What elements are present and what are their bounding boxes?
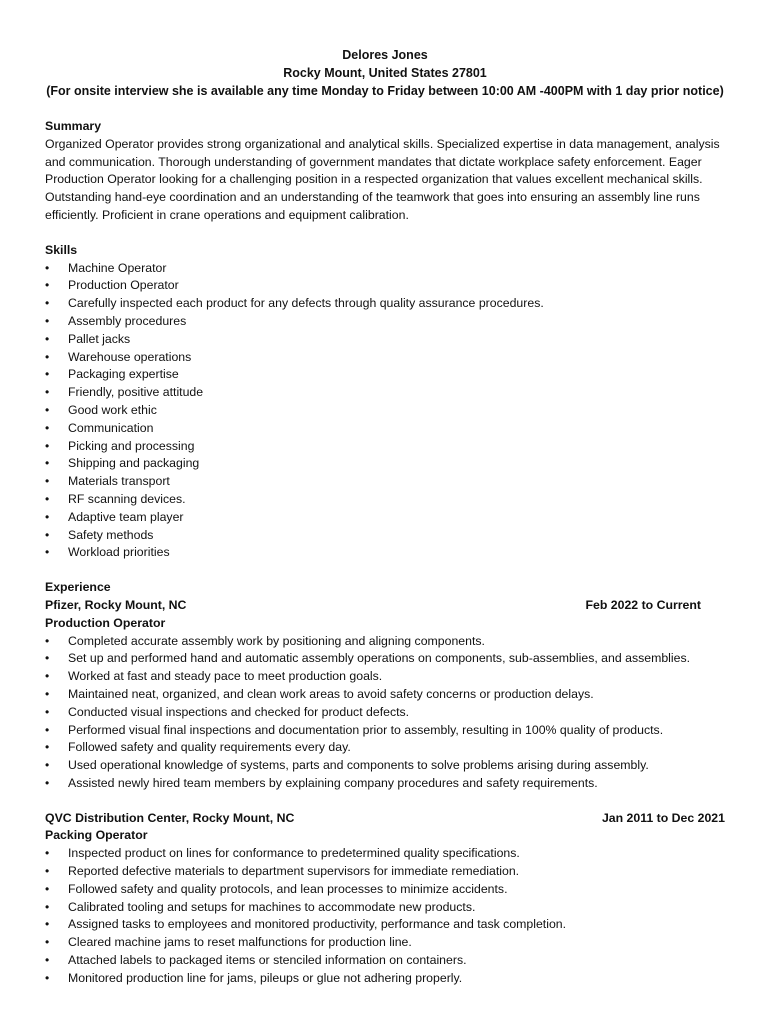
summary-text: Organized Operator provides strong organizational and analytical skills. Specialized expertise in data management, analysis and communication. Thorough understanding of government mandates that dictate workplace safety enforcement. Eager Production Operator looking for a challenging position in a respected organization that values excellent mechanical skills. Outstanding hand-eye coordination and an understanding of the teamwork that goes into ensuring an assembly line runs efficiently. Proficient in crane operations and equipment calibration. (45, 136, 720, 222)
skill-item: • Safety methods (45, 527, 725, 545)
job-entry (45, 810, 725, 988)
job-bullets (45, 633, 725, 793)
experience-jobs (45, 597, 725, 988)
job-bullet-item: • Conducted visual inspections and checked for product defects. (45, 704, 725, 722)
job-bullet-item: • Calibrated tooling and setups for machines to accommodate new products. (45, 899, 725, 917)
job-bullet-item: • Assigned tasks to employees and monitored productivity, performance and task completion. (45, 916, 725, 934)
job-company: QVC Distribution Center, Rocky Mount, NC (45, 810, 295, 825)
job-bullet-item: • Followed safety and quality protocols, and lean processes to minimize accidents. (45, 881, 725, 899)
job-entry (45, 597, 725, 793)
skill-item: • Adaptive team player (45, 509, 725, 527)
skills-list (45, 260, 725, 563)
job-bullet-item: • Inspected product on lines for conformance to predetermined quality specifications. (45, 845, 725, 863)
skill-item: • Machine Operator (45, 260, 725, 278)
skill-item: • Friendly, positive attitude (45, 384, 725, 402)
skill-item: • Picking and processing (45, 438, 725, 456)
skill-item: • Warehouse operations (45, 349, 725, 367)
job-bullet-item: • Used operational knowledge of systems, parts and components to solve problems arising during assembly. (45, 757, 725, 775)
skill-item: • Shipping and packaging (45, 455, 725, 473)
job-company: Pfizer, Rocky Mount, NC (45, 597, 187, 612)
job-title: Packing Operator (45, 828, 148, 843)
resume-header (45, 46, 725, 100)
job-bullet-item: • Worked at fast and steady pace to meet production goals. (45, 668, 725, 686)
skills-heading: Skills (45, 242, 78, 257)
skill-item: • Assembly procedures (45, 313, 725, 331)
job-title: Production Operator (45, 615, 166, 630)
experience-heading: Experience (45, 580, 111, 595)
job-header (45, 597, 701, 615)
job-bullet-item: • Reported defective materials to department supervisors for immediate remediation. (45, 863, 725, 881)
job-bullet-item: • Followed safety and quality requirements every day. (45, 739, 725, 757)
skill-item: • Carefully inspected each product for any defects through quality assurance procedures. (45, 295, 725, 313)
skill-item: • RF scanning devices. (45, 491, 725, 509)
candidate-location: Rocky Mount, United States 27801 (283, 66, 487, 80)
skill-item: • Materials transport (45, 473, 725, 491)
skill-item: • Packaging expertise (45, 366, 725, 384)
job-bullet-item: • Completed accurate assembly work by positioning and aligning components. (45, 633, 725, 651)
skill-item: • Production Operator (45, 277, 725, 295)
interview-availability: (For onsite interview she is available any time Monday to Friday between 10:00 AM -400PM with 1 day prior notice) (46, 84, 724, 98)
job-bullet-item: • Set up and performed hand and automatic assembly operations on components, sub-assemblies, and assemblies. (45, 650, 725, 668)
job-bullet-item: • Maintained neat, organized, and clean work areas to avoid safety concerns or production delays. (45, 686, 725, 704)
job-bullet-item: • Assisted newly hired team members by explaining company procedures and safety requirements. (45, 775, 725, 793)
summary-heading: Summary (45, 119, 102, 133)
job-dates: Jan 2011 to Dec 2021 (601, 810, 725, 825)
job-bullet-item: • Cleared machine jams to reset malfunctions for production line. (45, 934, 725, 952)
resume-page (45, 46, 725, 988)
job-bullets (45, 845, 725, 987)
job-dates: Feb 2022 to Current (585, 597, 701, 612)
skill-item: • Good work ethic (45, 402, 725, 420)
skill-item: • Communication (45, 420, 725, 438)
skill-item: • Workload priorities (45, 544, 725, 562)
job-header (45, 810, 725, 828)
job-bullet-item: • Performed visual final inspections and documentation prior to assembly, resulting in 100% quality of products. (45, 722, 725, 740)
job-bullet-item: • Attached labels to packaged items or stenciled information on containers. (45, 952, 725, 970)
candidate-name: Delores Jones (342, 48, 428, 62)
job-bullet-item: • Monitored production line for jams, pileups or glue not adhering properly. (45, 970, 725, 988)
skill-item: • Pallet jacks (45, 331, 725, 349)
